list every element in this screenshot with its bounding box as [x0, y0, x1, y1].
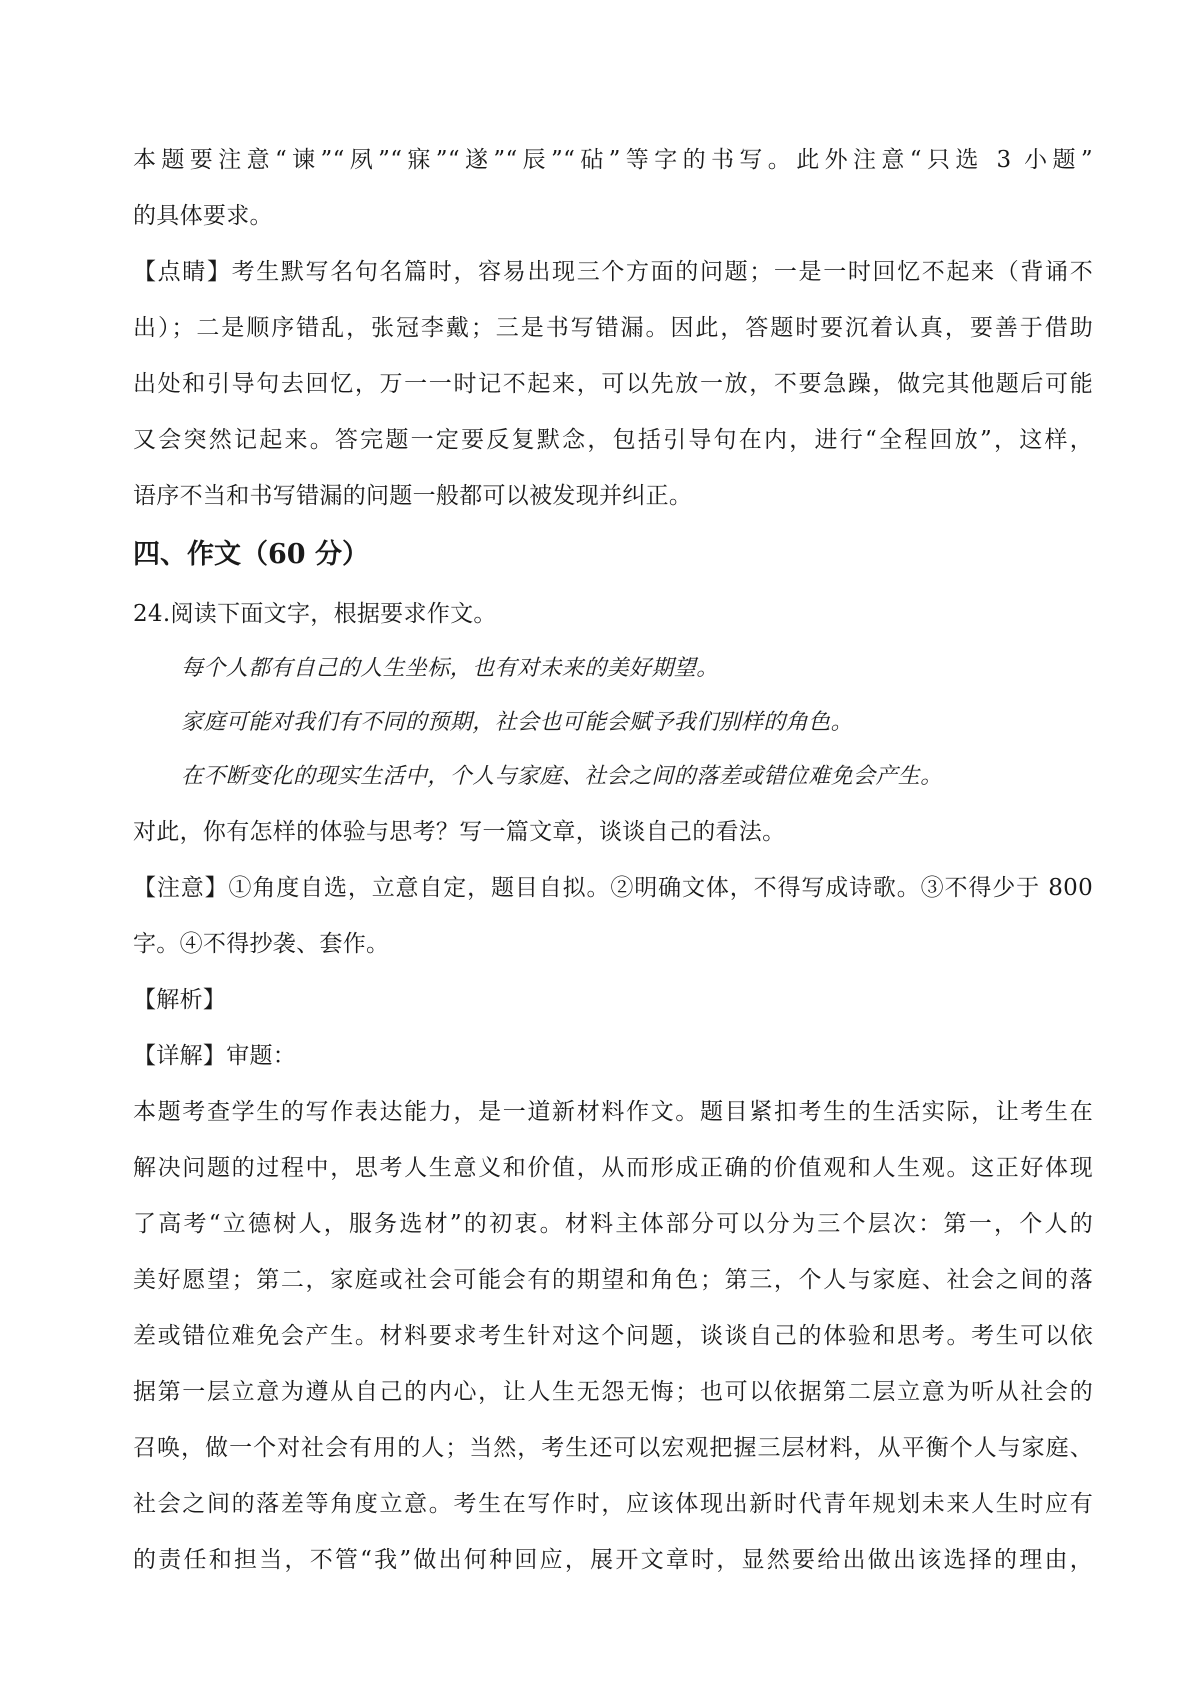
question-text: 24.阅读下面文字，根据要求作文。 [133, 601, 497, 627]
section-heading: 四、作文（60 分） [133, 539, 369, 570]
analysis-line: 美好愿望；第二，家庭或社会可能会有的期望和角色；第三，个人与家庭、社会之间的落 [133, 1267, 1093, 1293]
dianjing-line: 出处和引导句去回忆，万一一时记不起来，可以先放一放，不要急躁，做完其他题后可能 [133, 371, 1093, 397]
material-line: 每个人都有自己的人生坐标，也有对未来的美好期望。 [181, 656, 719, 681]
jiexi-label: 【解析】 [133, 987, 227, 1013]
notice-line: 字。④不得抄袭、套作。 [133, 931, 390, 957]
document-body [133, 132, 1093, 1588]
dianjing-line: 出）；二是顺序错乱，张冠李戴；三是书写错漏。因此，答题时要沉着认真，要善于借助 [133, 315, 1093, 341]
analysis-line: 了高考“立德树人，服务选材”的初衷。材料主体部分可以分为三个层次：第一，个人的 [133, 1211, 1093, 1237]
dianjing-line: 【点睛】考生默写名句名篇时，容易出现三个方面的问题；一是一时回忆不起来（背诵不 [133, 259, 1093, 285]
analysis-line: 召唤，做一个对社会有用的人；当然，考生还可以宏观把握三层材料，从平衡个人与家庭、 [133, 1435, 1093, 1461]
notice-line: 【注意】①角度自选，立意自定，题目自拟。②明确文体，不得写成诗歌。③不得少于 800 [133, 875, 1093, 901]
prompt-text: 对此，你有怎样的体验与思考？写一篇文章，谈谈自己的看法。 [133, 819, 786, 845]
dianjing-line: 又会突然记起来。答完题一定要反复默念，包括引导句在内，进行“全程回放”，这样， [133, 427, 1093, 453]
analysis-line: 本题考查学生的写作表达能力，是一道新材料作文。题目紧扣考生的生活实际，让考生在 [133, 1099, 1093, 1125]
analysis-line: 的责任和担当，不管“我”做出何种回应，展开文章时，显然要给出做出该选择的理由， [133, 1547, 1093, 1573]
paragraph-line: 本题要注意“谏”“夙”“寐”“遂”“辰”“砧”等字的书写。此外注意“只选 3 小题” [133, 147, 1093, 173]
paragraph-line: 的具体要求。 [133, 203, 273, 229]
material-line: 家庭可能对我们有不同的预期，社会也可能会赋予我们别样的角色。 [181, 710, 854, 735]
analysis-line: 据第一层立意为遵从自己的内心，让人生无怨无悔；也可以依据第二层立意为听从社会的 [133, 1379, 1093, 1405]
xiangjie-label: 【详解】审题： [133, 1043, 297, 1069]
dianjing-line: 语序不当和书写错漏的问题一般都可以被发现并纠正。 [133, 483, 693, 509]
analysis-line: 社会之间的落差等角度立意。考生在写作时，应该体现出新时代青年规划未来人生时应有 [133, 1491, 1093, 1517]
analysis-line: 差或错位难免会产生。材料要求考生针对这个问题，谈谈自己的体验和思考。考生可以依 [133, 1323, 1093, 1349]
analysis-line: 解决问题的过程中，思考人生意义和价值，从而形成正确的价值观和人生观。这正好体现 [133, 1155, 1093, 1181]
material-line: 在不断变化的现实生活中，个人与家庭、社会之间的落差或错位难免会产生。 [181, 764, 943, 789]
